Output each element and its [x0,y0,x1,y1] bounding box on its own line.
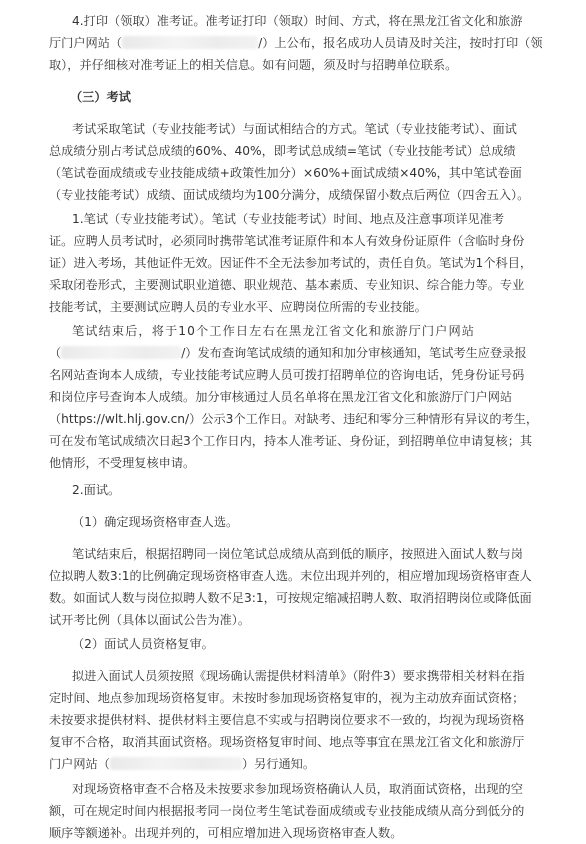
text-line: 1.笔试（专业技能考试）。笔试（专业技能考试）时间、地点及注意事项详见准考 [72,212,505,226]
text-line: 定时间、地点参加现场资格复审。未按时参加现场资格复审的，视为主动放弃面试资格； [49,691,525,705]
text-line: 证。应聘人员考试时，必须同时携带笔试准考证原件和本人有效身份证原件（含临时身份 [49,234,525,248]
text-line: 考试采取笔试（专业技能考试）与面试相结合的方式。笔试（专业技能考试）、面试 [72,122,517,136]
text-line: （ /）发布查询笔试成绩的通知和加分审核通知，笔试考生应登录报 [49,346,527,360]
text-line: 门户网站（ ）另行通知。 [49,757,316,771]
text-line: 数。如面试人数与岗位拟聘人数不足3:1，可按规定缩减招聘人数、取消招聘岗位或降低面 [49,591,532,605]
text-line: 总成绩分别占考试总成绩的60%、40%，即考试总成绩=笔试（专业技能考试）总成绩 [49,144,516,158]
text-line: 和岗位序号查询本人成绩。加分审核通过人员名单将在黑龙江省文化和旅游厅门户网站 [49,390,513,404]
heading-text: （三）考试 [70,90,131,104]
text-line: （专业技能考试）成绩、面试成绩均为100分满分，成绩保留小数点后两位（四舍五入）。 [49,188,530,202]
redacted-url [110,757,242,770]
text-line: 复审不合格，取消其面试资格。现场资格复审时间、地点等事宜在黑龙江省文化和旅游厅 [49,735,525,749]
text-line: 可在发布笔试成绩次日起3个工作日内，持本人准考证、身份证，到招聘单位申请复核；其 [49,434,533,448]
text-line: 厅门户网站（ /）上公布，报名成功人员请及时关注，按时打印（领 [49,36,543,50]
text-line: 名网站查询本人成绩，专业技能考试应聘人员可拨打招聘单位的咨询电话，凭身份证号码 [49,368,525,382]
text-line: 证）进入考场，其他证件无效。因证件不全无法参加考试的，责任自负。笔试为1个科目， [49,256,533,270]
text-line: 未按要求提供材料、提供材料主要信息不实或与招聘岗位要求不一致的，均视为现场资格 [49,713,525,727]
text-line: 2.面试。 [72,483,121,497]
text-line: 拟进入面试人员须按照《现场确认需提供材料清单》（附件3）要求携带相关材料在指 [72,669,525,683]
text-line: 对现场资格审查不合格及未按要求参加现场资格确认人员，取消面试资格，出现的空 [72,782,523,796]
redacted-url [122,36,258,49]
text-line: （https://wlt.hlj.gov.cn/）公示3个工作日。对缺考、违纪和零分三种情形有异议的考生， [49,412,539,426]
text-line: 顺序等额递补。出现并列的，可相应增加进入现场资格审查人数。 [49,826,403,840]
text-line: 笔试结束后，将于10个工作日左右在黑龙江省文化和旅游厅门户网站 [72,324,476,338]
redacted-url [61,346,181,359]
text-line: 取），并仔细核对准考证上的相关信息。如有问题，须及时与招聘单位联系。 [49,58,458,72]
text-line: 采取闭卷形式，主要测试职业道德、职业规范、基本素质、专业知识、综合能力等。专业 [49,278,525,292]
text-line: （1）确定现场资格审查人选。 [72,515,239,529]
text-line: 技能考试，主要测试应聘人员的专业水平、应聘岗位所需的专业技能。 [49,300,427,314]
text-line: 试开考比例（具体以面试公告为准）。 [49,613,251,627]
text-line: （2）面试人员资格复审。 [72,637,214,651]
text-line: 位拟聘人数3:1的比例确定现场资格审查人选。末位出现并列的，相应增加现场资格审查人 [49,569,532,583]
text-line: 额，可在规定时间内根据报考同一岗位考生笔试卷面成绩或专业技能成绩从高分到低分的 [49,804,525,818]
text-line: 笔试结束后，根据招聘同一岗位笔试总成绩从高到低的顺序，按照进入面试人数与岗 [72,547,523,561]
text-line: 4.打印（领取）准考证。准考证打印（领取）时间、方式，将在黑龙江省文化和旅游 [72,14,523,28]
text-line: 他情形，不受理复核申请。 [49,456,196,470]
text-line: （笔试卷面成绩或专业技能成绩+政策性加分）×60%+面试成绩×40%，其中笔试卷面 [49,166,522,180]
